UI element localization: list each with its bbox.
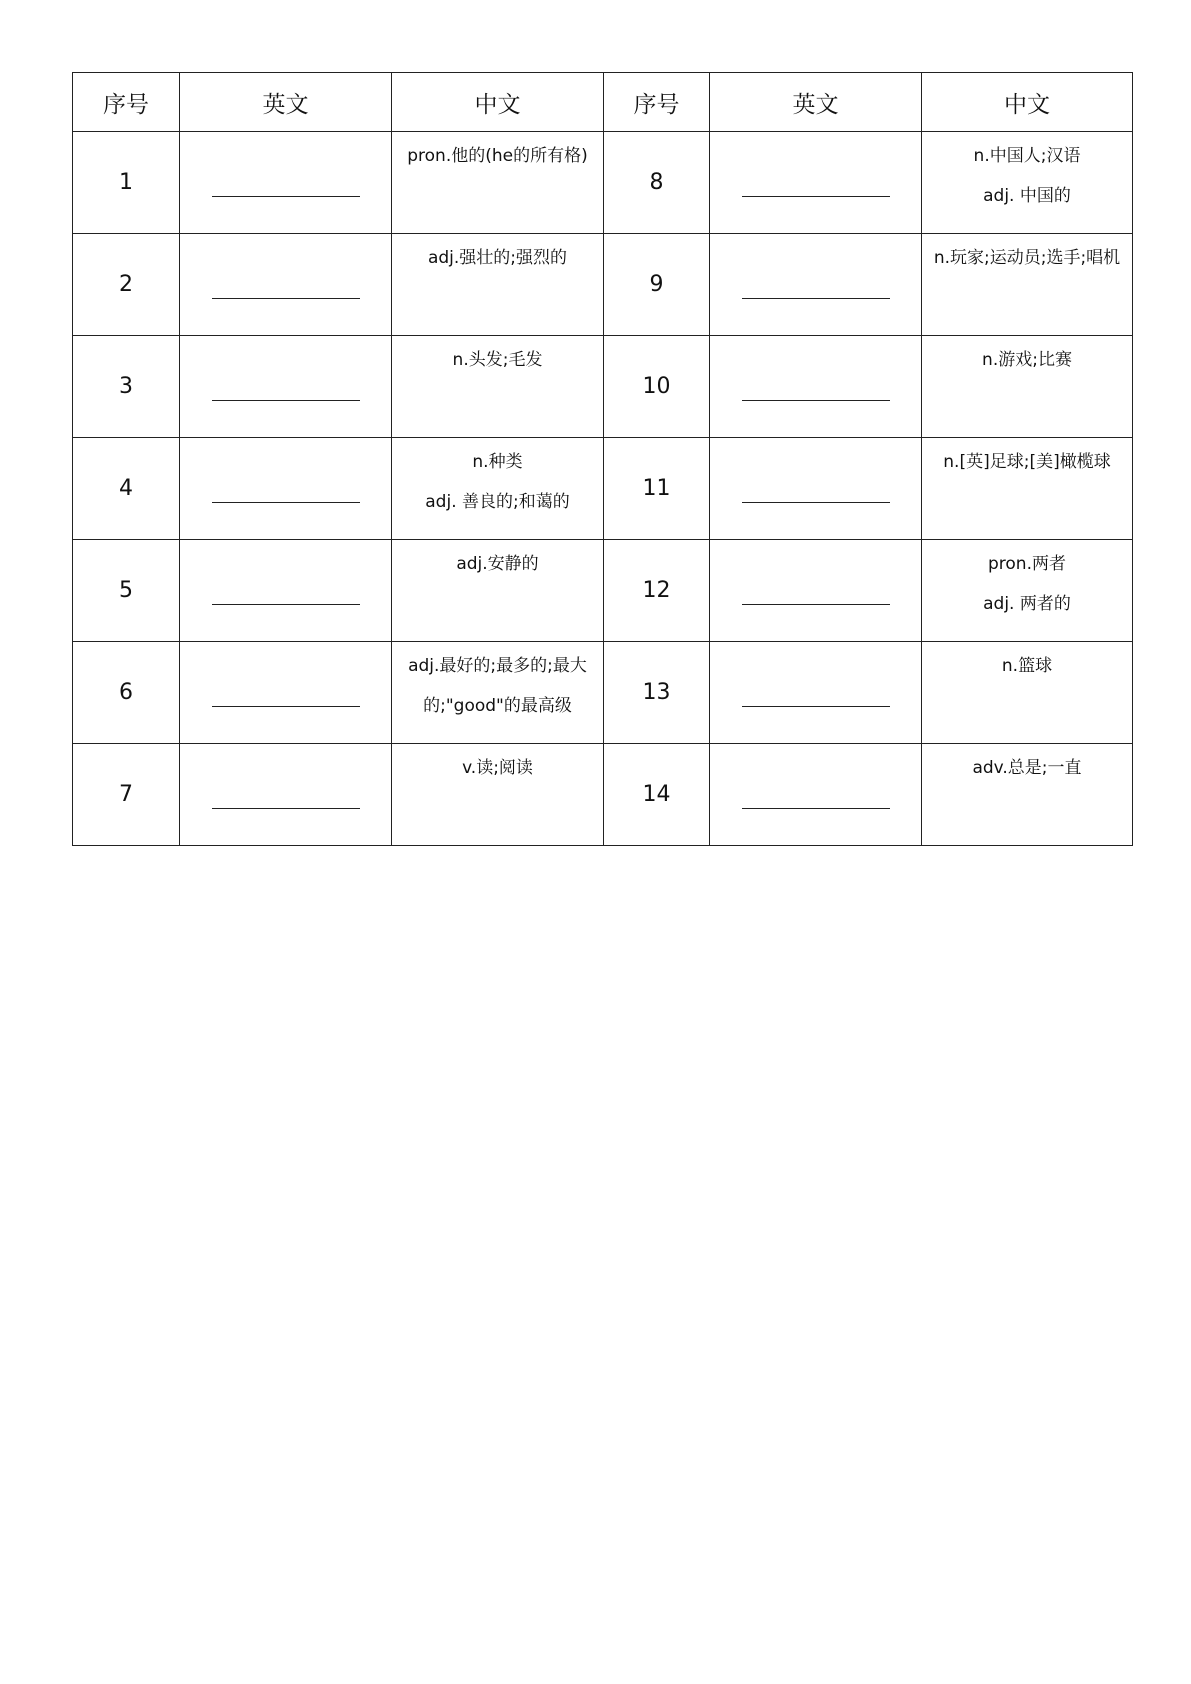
english-answer-blank[interactable] xyxy=(180,336,392,438)
item-number: 7 xyxy=(73,744,180,846)
chinese-definition: n.篮球 xyxy=(922,642,1133,744)
english-answer-blank[interactable] xyxy=(710,234,922,336)
answer-underline xyxy=(742,706,890,707)
table-row xyxy=(73,744,1133,846)
answer-underline xyxy=(742,502,890,503)
item-number: 13 xyxy=(604,642,710,744)
header-chinese: 中文 xyxy=(922,73,1133,132)
table-row xyxy=(73,540,1133,642)
table-row xyxy=(73,132,1133,234)
english-answer-blank[interactable] xyxy=(710,540,922,642)
english-answer-blank[interactable] xyxy=(710,438,922,540)
english-answer-blank[interactable] xyxy=(180,132,392,234)
item-number: 4 xyxy=(73,438,180,540)
chinese-definition: n.[英]足球;[美]橄榄球 xyxy=(922,438,1133,540)
item-number: 11 xyxy=(604,438,710,540)
english-answer-blank[interactable] xyxy=(710,744,922,846)
answer-underline xyxy=(742,298,890,299)
item-number: 2 xyxy=(73,234,180,336)
answer-underline xyxy=(212,502,360,503)
item-number: 6 xyxy=(73,642,180,744)
header-chinese: 中文 xyxy=(392,73,604,132)
answer-underline xyxy=(212,808,360,809)
answer-underline xyxy=(212,400,360,401)
answer-underline xyxy=(212,604,360,605)
item-number: 1 xyxy=(73,132,180,234)
english-answer-blank[interactable] xyxy=(180,744,392,846)
chinese-definition: adj.安静的 xyxy=(392,540,604,642)
table-row xyxy=(73,438,1133,540)
header-number: 序号 xyxy=(73,73,180,132)
table-row xyxy=(73,642,1133,744)
answer-underline xyxy=(742,400,890,401)
chinese-definition: pron.他的(he的所有格) xyxy=(392,132,604,234)
chinese-definition: pron.两者 adj. 两者的 xyxy=(922,540,1133,642)
answer-underline xyxy=(212,706,360,707)
table-row xyxy=(73,336,1133,438)
answer-underline xyxy=(742,808,890,809)
header-number: 序号 xyxy=(604,73,710,132)
english-answer-blank[interactable] xyxy=(180,540,392,642)
chinese-definition: n.种类 adj. 善良的;和蔼的 xyxy=(392,438,604,540)
chinese-definition: v.读;阅读 xyxy=(392,744,604,846)
vocabulary-table xyxy=(72,72,1133,846)
chinese-definition: n.中国人;汉语 adj. 中国的 xyxy=(922,132,1133,234)
item-number: 3 xyxy=(73,336,180,438)
chinese-definition: adj.强壮的;强烈的 xyxy=(392,234,604,336)
item-number: 10 xyxy=(604,336,710,438)
header-row xyxy=(73,73,1133,132)
chinese-definition: n.游戏;比赛 xyxy=(922,336,1133,438)
answer-underline xyxy=(742,196,890,197)
item-number: 8 xyxy=(604,132,710,234)
item-number: 12 xyxy=(604,540,710,642)
english-answer-blank[interactable] xyxy=(710,132,922,234)
english-answer-blank[interactable] xyxy=(710,642,922,744)
english-answer-blank[interactable] xyxy=(180,438,392,540)
item-number: 9 xyxy=(604,234,710,336)
answer-underline xyxy=(212,298,360,299)
item-number: 5 xyxy=(73,540,180,642)
english-answer-blank[interactable] xyxy=(710,336,922,438)
item-number: 14 xyxy=(604,744,710,846)
chinese-definition: n.玩家;运动员;选手;唱机 xyxy=(922,234,1133,336)
header-english: 英文 xyxy=(180,73,392,132)
chinese-definition: n.头发;毛发 xyxy=(392,336,604,438)
english-answer-blank[interactable] xyxy=(180,642,392,744)
english-answer-blank[interactable] xyxy=(180,234,392,336)
answer-underline xyxy=(212,196,360,197)
chinese-definition: adv.总是;一直 xyxy=(922,744,1133,846)
header-english: 英文 xyxy=(710,73,922,132)
chinese-definition: adj.最好的;最多的;最大的;"good"的最高级 xyxy=(392,642,604,744)
answer-underline xyxy=(742,604,890,605)
table-row xyxy=(73,234,1133,336)
